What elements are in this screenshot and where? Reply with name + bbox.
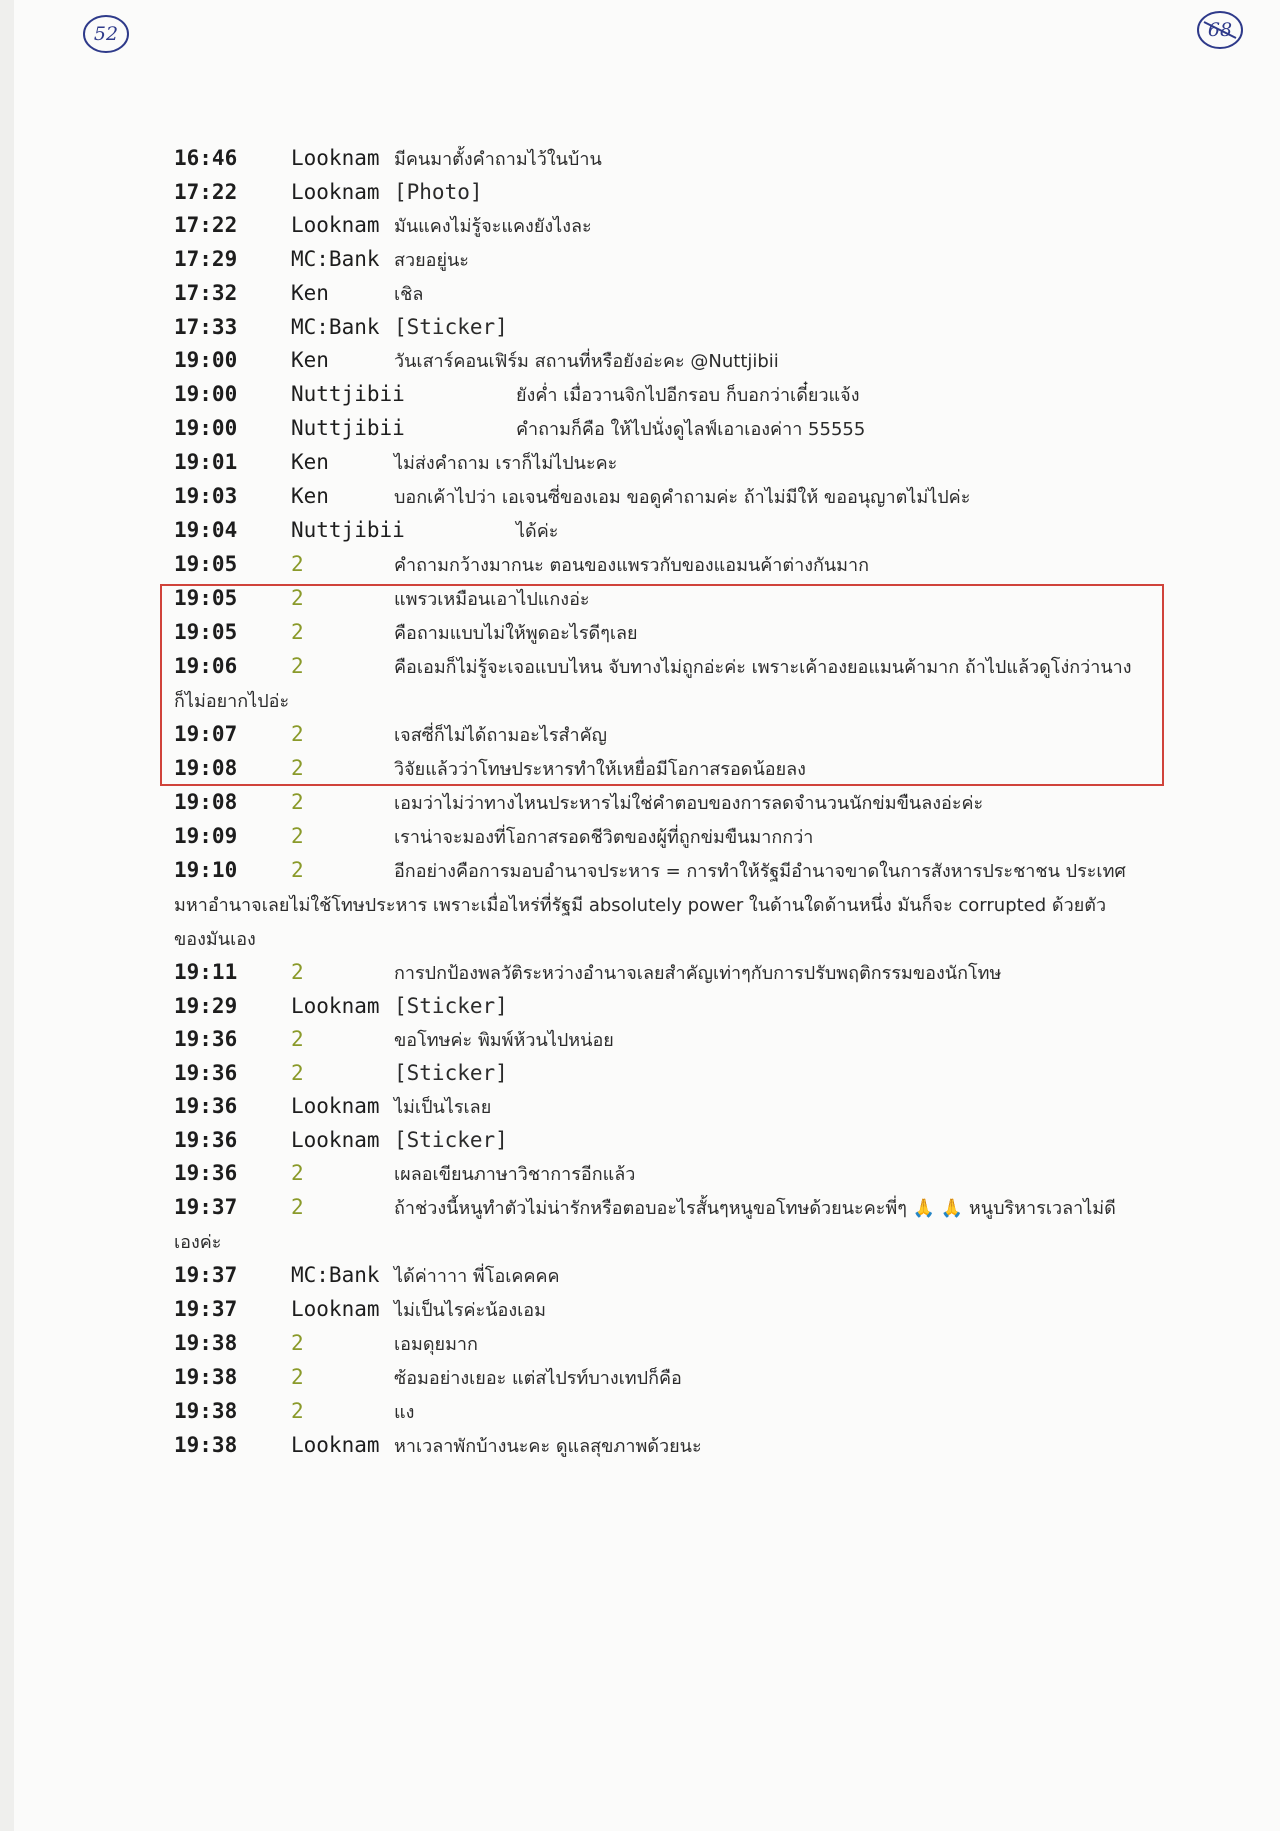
chat-row bbox=[174, 412, 1134, 446]
message-time: 19:03 bbox=[174, 484, 238, 508]
message-text: ถ้าช่วงนี้หนูทำตัวไม่น่ารักหรือตอบอะไรสั้นๆหนูขอโทษด้วยนะคะพี่ๆ 🙏 🙏 หนูบริหารเวลาไม่ดีเองค่ะ bbox=[174, 1198, 1116, 1253]
message-text: ไม่เป็นไรค่ะน้องเอม bbox=[394, 1300, 546, 1321]
message-sender: Looknam bbox=[291, 146, 380, 170]
page-number-right: 68 bbox=[1207, 19, 1233, 41]
chat-row bbox=[174, 650, 1134, 718]
chat-row bbox=[174, 786, 1134, 820]
chat-row bbox=[174, 480, 1134, 514]
chat-row bbox=[174, 446, 1134, 480]
message-sender: Ken bbox=[291, 281, 329, 305]
chat-row bbox=[174, 1429, 1134, 1463]
chat-row bbox=[174, 243, 1134, 277]
message-time: 19:38 bbox=[174, 1433, 238, 1457]
message-time: 19:00 bbox=[174, 348, 238, 372]
message-sender: 2 bbox=[291, 722, 304, 746]
message-time: 19:05 bbox=[174, 586, 238, 610]
message-sender: 2 bbox=[291, 1331, 304, 1355]
chat-row bbox=[174, 616, 1134, 650]
message-text: เผลอเขียนภาษาวิชาการอีกแล้ว bbox=[394, 1164, 636, 1185]
message-time: 19:05 bbox=[174, 552, 238, 576]
message-text: เอมว่าไม่ว่าทางไหนประหารไม่ใช่คำตอบของการลดจำนวนนักข่มขืนลงอ่ะค่ะ bbox=[394, 793, 984, 814]
chat-row bbox=[174, 854, 1134, 956]
chat-row bbox=[174, 514, 1134, 548]
chat-row bbox=[174, 1124, 1134, 1157]
message-time: 19:29 bbox=[174, 994, 238, 1018]
message-time: 19:36 bbox=[174, 1161, 238, 1185]
chat-row bbox=[174, 277, 1134, 311]
message-time: 16:46 bbox=[174, 146, 238, 170]
chat-row bbox=[174, 209, 1134, 243]
message-sender: Nuttjibii bbox=[291, 518, 405, 542]
message-sender: Looknam bbox=[291, 994, 380, 1018]
message-time: 19:07 bbox=[174, 722, 238, 746]
message-time: 19:11 bbox=[174, 960, 238, 984]
message-time: 19:05 bbox=[174, 620, 238, 644]
message-sender: 2 bbox=[291, 858, 304, 882]
message-text: เชิล bbox=[394, 284, 424, 305]
message-text: การปกป้องพลวัติระหว่างอำนาจเลยสำคัญเท่าๆกับการปรับพฤติกรรมของนักโทษ bbox=[394, 963, 1002, 984]
message-time: 19:37 bbox=[174, 1263, 238, 1287]
message-time: 17:22 bbox=[174, 180, 238, 204]
page-number-left: 52 bbox=[93, 23, 119, 45]
chat-row bbox=[174, 1293, 1134, 1327]
message-sender: MC:Bank bbox=[291, 315, 380, 339]
message-sender: Ken bbox=[291, 450, 329, 474]
message-text: [Sticker] bbox=[394, 315, 508, 339]
message-text: แง bbox=[394, 1402, 415, 1423]
message-text: คำถามกว้างมากนะ ตอนของแพรวกับของแอมนค้าต่างกันมาก bbox=[394, 555, 870, 576]
message-time: 19:38 bbox=[174, 1331, 238, 1355]
message-time: 19:00 bbox=[174, 382, 238, 406]
message-text: ไม่เป็นไรเลย bbox=[394, 1097, 492, 1118]
message-sender: Looknam bbox=[291, 180, 380, 204]
message-sender: 2 bbox=[291, 552, 304, 576]
message-text: คำถามก็คือ ให้ไปนั่งดูไลฟ์เอาเองค่าา 55555 bbox=[516, 419, 866, 440]
chat-row bbox=[174, 311, 1134, 344]
chat-row bbox=[174, 1057, 1134, 1090]
message-sender: Nuttjibii bbox=[291, 382, 405, 406]
message-time: 19:36 bbox=[174, 1128, 238, 1152]
chat-row bbox=[174, 1191, 1134, 1259]
message-time: 19:06 bbox=[174, 654, 238, 678]
message-time: 19:36 bbox=[174, 1061, 238, 1085]
page-number-stamp-left bbox=[80, 12, 132, 56]
chat-row bbox=[174, 344, 1134, 378]
message-sender: MC:Bank bbox=[291, 247, 380, 271]
chat-row bbox=[174, 548, 1134, 582]
message-time: 19:00 bbox=[174, 416, 238, 440]
message-text: คือถามแบบไม่ให้พูดอะไรดีๆเลย bbox=[394, 623, 638, 644]
chat-row bbox=[174, 1090, 1134, 1124]
message-sender: 2 bbox=[291, 960, 304, 984]
message-text: วิจัยแล้วว่าโทษประหารทำให้เหยื่อมีโอกาสรอดน้อยลง bbox=[394, 759, 806, 780]
chat-row bbox=[174, 582, 1134, 616]
message-text: เจสซี่ก็ไม่ได้ถามอะไรสำคัญ bbox=[394, 725, 608, 746]
message-text: วันเสาร์คอนเฟิร์ม สถานที่หรือยังอ่ะคะ @Nuttjibii bbox=[394, 351, 779, 372]
chat-row bbox=[174, 1361, 1134, 1395]
message-sender: 2 bbox=[291, 756, 304, 780]
message-text: [Sticker] bbox=[394, 994, 508, 1018]
message-sender: 2 bbox=[291, 620, 304, 644]
message-text: ยังค่ำ เมื่อวานจิกไปอีกรอบ ก็บอกว่าเดี๋ยวแจ้ง bbox=[516, 385, 860, 406]
chat-row bbox=[174, 1395, 1134, 1429]
message-time: 19:36 bbox=[174, 1027, 238, 1051]
message-time: 19:38 bbox=[174, 1365, 238, 1389]
message-text: มันแคงไม่รู้จะแคงยังไงละ bbox=[394, 216, 592, 237]
message-sender: 2 bbox=[291, 1365, 304, 1389]
message-text: มีคนมาตั้งคำถามไว้ในบ้าน bbox=[394, 149, 602, 170]
message-sender: Ken bbox=[291, 484, 329, 508]
message-time: 19:10 bbox=[174, 858, 238, 882]
message-text: เอมดุยมาก bbox=[394, 1334, 478, 1355]
chat-row bbox=[174, 752, 1134, 786]
message-text: ได้ค่ะ bbox=[516, 521, 559, 542]
chat-row bbox=[174, 820, 1134, 854]
message-time: 19:09 bbox=[174, 824, 238, 848]
message-sender: 2 bbox=[291, 1061, 304, 1085]
document-page bbox=[14, 0, 1280, 1831]
chat-row bbox=[174, 990, 1134, 1023]
message-sender: 2 bbox=[291, 1161, 304, 1185]
chat-row bbox=[174, 378, 1134, 412]
message-text: ได้ค่าาาา พี่โอเคคคค bbox=[394, 1266, 560, 1287]
message-sender: Looknam bbox=[291, 1433, 380, 1457]
chat-row bbox=[174, 718, 1134, 752]
message-text: หาเวลาพักบ้างนะคะ ดูแลสุขภาพด้วยนะ bbox=[394, 1436, 702, 1457]
message-sender: Looknam bbox=[291, 1128, 380, 1152]
message-time: 19:36 bbox=[174, 1094, 238, 1118]
message-time: 17:33 bbox=[174, 315, 238, 339]
message-text: ขอโทษค่ะ พิมพ์ห้วนไปหน่อย bbox=[394, 1030, 614, 1051]
message-sender: Nuttjibii bbox=[291, 416, 405, 440]
message-time: 19:08 bbox=[174, 790, 238, 814]
chat-row bbox=[174, 176, 1134, 209]
message-sender: Ken bbox=[291, 348, 329, 372]
message-time: 17:32 bbox=[174, 281, 238, 305]
message-text: บอกเค้าไปว่า เอเจนซี่ของเอม ขอดูคำถามค่ะ ถ้าไม่มีให้ ขออนุญาตไม่ไปค่ะ bbox=[394, 487, 971, 508]
message-text: ซ้อมอย่างเยอะ แต่สไปรท์บางเทปก็คือ bbox=[394, 1368, 682, 1389]
message-text: แพรวเหมือนเอาไปแกงอ่ะ bbox=[394, 589, 590, 610]
chat-row bbox=[174, 1327, 1134, 1361]
message-time: 17:29 bbox=[174, 247, 238, 271]
message-sender: 2 bbox=[291, 1195, 304, 1219]
page-number-stamp-right bbox=[1194, 8, 1246, 52]
message-sender: 2 bbox=[291, 824, 304, 848]
message-sender: 2 bbox=[291, 586, 304, 610]
message-sender: MC:Bank bbox=[291, 1263, 380, 1287]
chat-log bbox=[174, 142, 1134, 1463]
chat-row bbox=[174, 1157, 1134, 1191]
message-time: 19:37 bbox=[174, 1297, 238, 1321]
message-text: คือเอมก็ไม่รู้จะเจอแบบไหน จับทางไม่ถูกอ่ะค่ะ เพราะเค้าองยอแมนค้ามาก ถ้าไปแล้วดูโง่กว่านางก็ไม่อยากไปอ่ะ bbox=[174, 657, 1132, 712]
message-sender: 2 bbox=[291, 790, 304, 814]
message-text: [Photo] bbox=[394, 180, 483, 204]
message-time: 17:22 bbox=[174, 213, 238, 237]
message-text: [Sticker] bbox=[394, 1061, 508, 1085]
chat-row bbox=[174, 1023, 1134, 1057]
message-time: 19:37 bbox=[174, 1195, 238, 1219]
chat-row bbox=[174, 142, 1134, 176]
message-text: สวยอยู่นะ bbox=[394, 250, 469, 271]
message-text: ไม่ส่งคำถาม เราก็ไม่ไปนะคะ bbox=[394, 453, 618, 474]
message-time: 19:04 bbox=[174, 518, 238, 542]
chat-row bbox=[174, 1259, 1134, 1293]
message-sender: 2 bbox=[291, 654, 304, 678]
message-time: 19:01 bbox=[174, 450, 238, 474]
message-text: อีกอย่างคือการมอบอำนาจประหาร = การทำให้รัฐมีอำนาจขาดในการสังหารประชาชน ประเทศมหาอำนาจเลยไม่ใช้โทษประหาร เพราะเมื่อไหร่ที่รัฐมี absolutely power ในด้านใดด้านหนึ่ง มันก็จะ corrupted ด้วยตัวของมันเอง bbox=[174, 861, 1126, 950]
message-time: 19:38 bbox=[174, 1399, 238, 1423]
message-sender: 2 bbox=[291, 1027, 304, 1051]
message-text: เราน่าจะมองที่โอกาสรอดชีวิตของผู้ที่ถูกข่มขืนมากกว่า bbox=[394, 827, 814, 848]
message-sender: 2 bbox=[291, 1399, 304, 1423]
message-text: [Sticker] bbox=[394, 1128, 508, 1152]
message-sender: Looknam bbox=[291, 1094, 380, 1118]
chat-row bbox=[174, 956, 1134, 990]
message-time: 19:08 bbox=[174, 756, 238, 780]
message-sender: Looknam bbox=[291, 213, 380, 237]
message-sender: Looknam bbox=[291, 1297, 380, 1321]
